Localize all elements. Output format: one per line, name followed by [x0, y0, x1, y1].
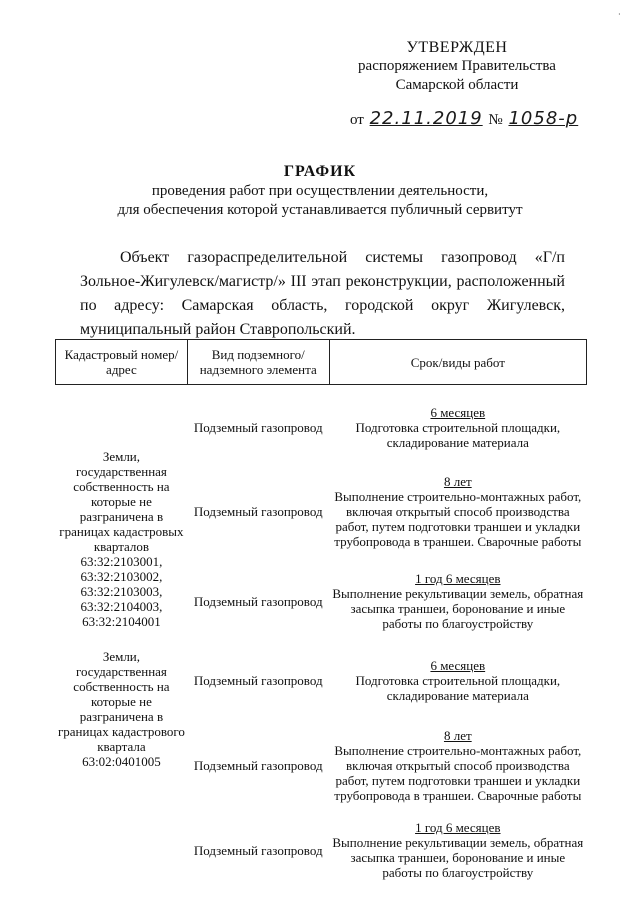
works: Выполнение строительно-монтажных работ, включая открытый способ производства работ, путем подготовки траншеи и укладки трубопровода в траншеи. Сварочные работы — [334, 488, 582, 549]
number-label: № — [488, 112, 503, 128]
approval-date-number — [348, 108, 578, 129]
document-title — [40, 162, 600, 220]
schedule-table — [55, 339, 587, 881]
approval-line-3: Самарской области — [395, 77, 519, 93]
term-works-cell — [329, 565, 586, 637]
address-cell-2 — [56, 637, 188, 881]
address-cell-1 — [56, 385, 188, 638]
title-sub-1: проведения работ при осуществлении деятельности, — [151, 183, 489, 199]
address-text: Земли, государственная собственность на которые не разграничена в границах кадастрового квартала 63:02:0401005 — [57, 649, 185, 769]
scan-dot: · — [618, 10, 621, 19]
term-works-cell — [329, 637, 586, 711]
element-type: Подземный газопровод — [193, 593, 323, 609]
term: 1 год 6 месяцев — [415, 820, 501, 835]
works: Подготовка строительной площадки, складирование материала — [355, 672, 561, 703]
header-element-type: Вид подземного/надземного элемента — [187, 340, 329, 385]
approval-block — [322, 38, 592, 95]
address-text: Земли, государственная собственность на которые не разграничена в границах кадастровых кварталов 63:32:2103001, 63:32:2103002, 63:32:2103003, 63:32:2104003, 63:32:2104001 — [59, 449, 184, 629]
term: 1 год 6 месяцев — [415, 571, 501, 586]
element-type: Подземный газопровод — [193, 672, 323, 688]
works: Подготовка строительной площадки, складирование материала — [355, 419, 561, 450]
header-cadastral: Кадастровый номер/адрес — [56, 340, 188, 385]
term: 6 месяцев — [430, 657, 486, 673]
table-row — [56, 385, 587, 458]
element-type: Подземный газопровод — [193, 757, 323, 773]
table-row — [56, 637, 587, 711]
term: 6 месяцев — [430, 404, 486, 420]
term-works-cell — [329, 711, 586, 819]
header-term-works: Срок/виды работ — [329, 340, 586, 385]
term-works-cell — [329, 819, 586, 881]
works: Выполнение рекультивации земель, обратная засыпка траншеи, боронование и иные работы по благоустройству — [332, 586, 584, 631]
from-label: от — [350, 112, 364, 128]
approval-heading: УТВЕРЖДЕН — [406, 39, 508, 56]
works: Выполнение рекультивации земель, обратная засыпка траншеи, боронование и иные работы по благоустройству — [332, 835, 584, 880]
title-main: ГРАФИК — [283, 163, 357, 180]
title-sub-2: для обеспечения которой устанавливается публичный сервитут — [117, 202, 523, 218]
table-header-row — [56, 340, 587, 385]
works: Выполнение строительно-монтажных работ, включая открытый способ производства работ, путем подготовки траншеи и укладки трубопровода в траншеи. Сварочные работы — [334, 742, 582, 803]
element-type: Подземный газопровод — [193, 419, 323, 435]
handwritten-date: 22.11.2019 — [369, 108, 483, 129]
element-type: Подземный газопровод — [193, 842, 323, 858]
approval-line-2: распоряжением Правительства — [358, 58, 556, 74]
term: 8 лет — [443, 473, 472, 489]
handwritten-number: 1058-р — [508, 108, 579, 129]
element-type: Подземный газопровод — [193, 503, 323, 519]
term-works-cell — [329, 457, 586, 565]
term: 8 лет — [443, 727, 472, 743]
term-works-cell — [329, 385, 586, 458]
intro-paragraph: Объект газораспределительной системы газопровод «Г/п Зольное-Жигулевск/магистр/» III этап реконструкции, расположенный по адресу: Самарская область, городской округ Жигулевск, муниципальный район Ставропольский. — [80, 249, 565, 338]
